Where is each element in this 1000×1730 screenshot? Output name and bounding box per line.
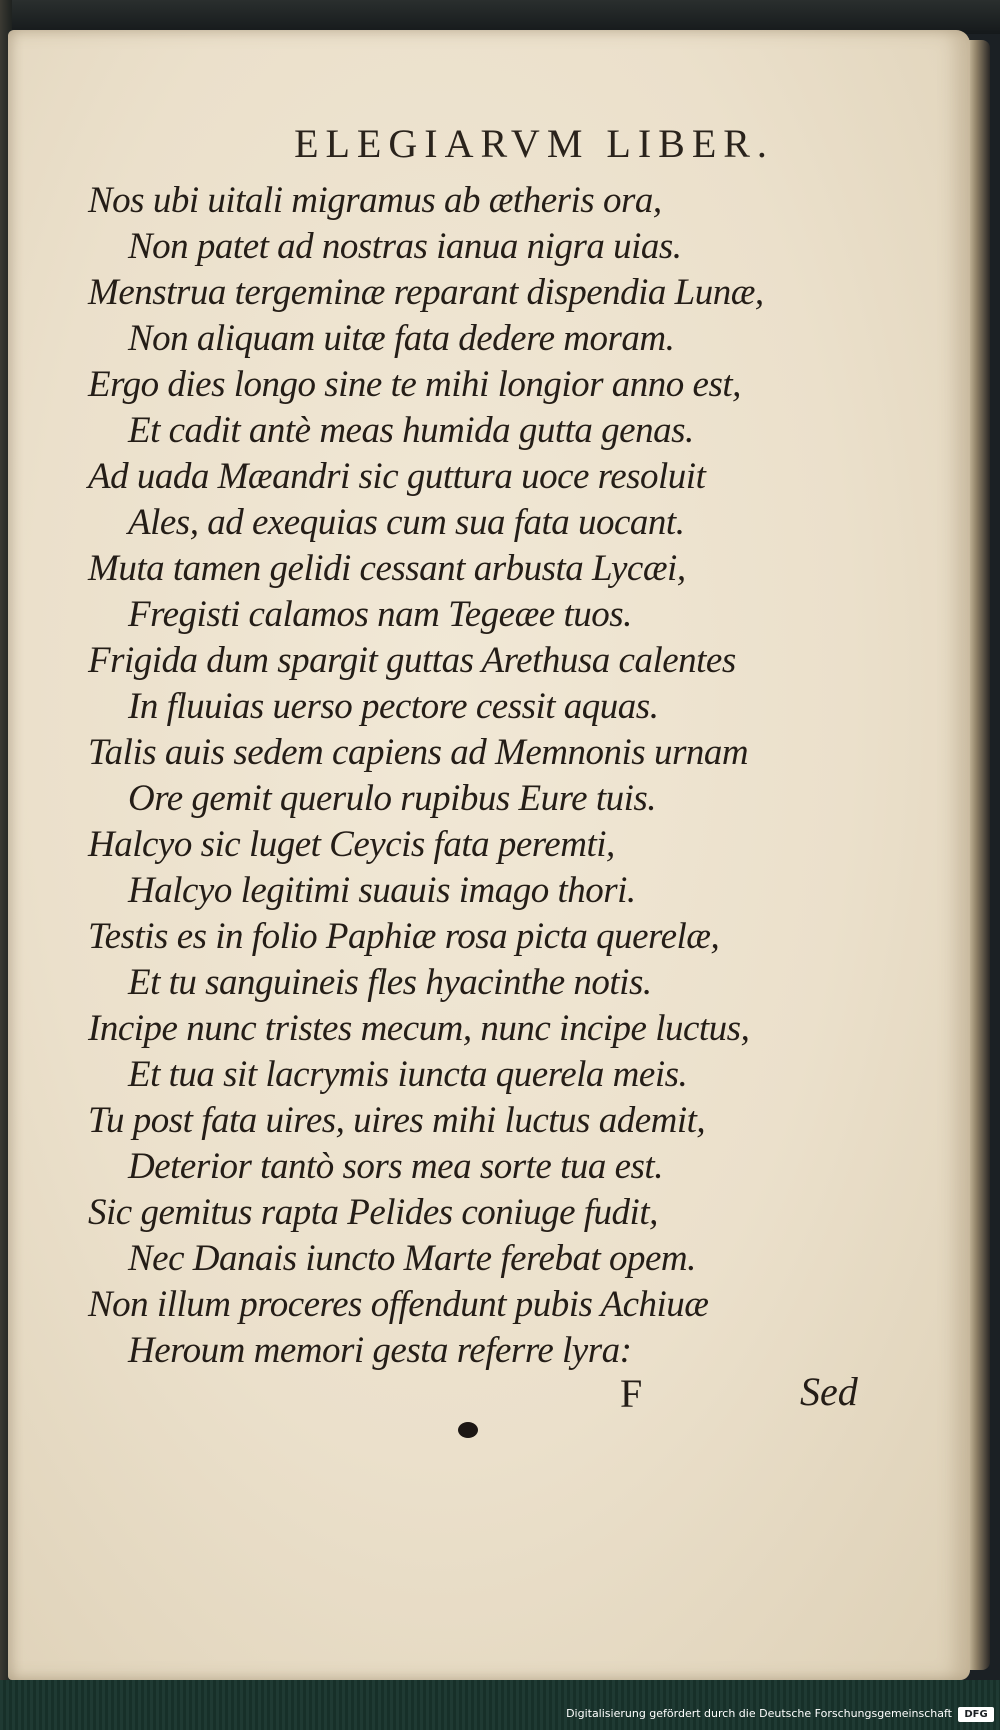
verse-line: Halcyo sic luget Ceycis fata peremti, (88, 824, 615, 865)
verse-line: Heroum memori gesta referre lyra: (128, 1330, 632, 1371)
verse-line: Et tu sanguineis fles hyacinthe notis. (128, 962, 652, 1003)
book-page (8, 30, 970, 1680)
verse-line: Non illum proceres offendunt pubis Achiuæ (88, 1284, 709, 1325)
verse-line: Non patet ad nostras ianua nigra uias. (128, 226, 682, 267)
verse-line: Et tua sit lacrymis iuncta querela meis. (128, 1054, 688, 1095)
verse-line: Tu post fata uires, uires mihi luctus ademit, (88, 1100, 706, 1141)
verse-line: Ales, ad exequias cum sua fata uocant. (128, 502, 685, 543)
binding-top (0, 0, 1000, 34)
verse-line: Menstrua tergeminæ reparant dispendia Lunæ, (88, 272, 764, 313)
verse-line: Muta tamen gelidi cessant arbusta Lycæi, (88, 548, 686, 589)
running-title: ELEGIARVM LIBER. (294, 121, 774, 166)
verse-line: Non aliquam uitæ fata dedere moram. (128, 318, 675, 359)
signature-mark: F (620, 1371, 643, 1416)
digitization-credit: Digitalisierung gefördert durch die Deutsche Forschungsgemeinschaft (566, 1707, 952, 1720)
verse-line: Fregisti calamos nam Tegeæe tuos. (128, 594, 632, 635)
verse-block (88, 178, 948, 1374)
verse-line: Nec Danais iuncto Marte ferebat opem. (128, 1238, 696, 1279)
verse-line: Et cadit antè meas humida gutta genas. (128, 410, 694, 451)
verse-line: In fluuias uerso pectore cessit aquas. (128, 686, 659, 727)
verse-line: Incipe nunc tristes mecum, nunc incipe luctus, (88, 1008, 750, 1049)
catchword: Sed (800, 1369, 858, 1414)
verse-line: Halcyo legitimi suauis imago thori. (128, 870, 636, 911)
verse-line: Ad uada Mæandri sic guttura uoce resoluit (88, 456, 706, 497)
verse-line: Frigida dum spargit guttas Arethusa calentes (88, 640, 736, 681)
verse-line: Talis auis sedem capiens ad Memnonis urnam (88, 732, 749, 773)
verse-line: Nos ubi uitali migramus ab ætheris ora, (88, 180, 662, 221)
verse-line: Testis es in folio Paphiæ rosa picta querelæ, (88, 916, 720, 957)
binding-bottom (0, 1680, 1000, 1730)
verse-line: Ergo dies longo sine te mihi longior anno est, (88, 364, 741, 405)
verse-line: Deterior tantò sors mea sorte tua est. (128, 1146, 663, 1187)
verse-line: Ore gemit querulo rupibus Eure tuis. (128, 778, 657, 819)
dfg-logo-icon: DFG (958, 1707, 994, 1722)
ink-spot (458, 1422, 478, 1438)
page-edge (968, 40, 990, 1670)
verse-line: Sic gemitus rapta Pelides coniuge fudit, (88, 1192, 658, 1233)
